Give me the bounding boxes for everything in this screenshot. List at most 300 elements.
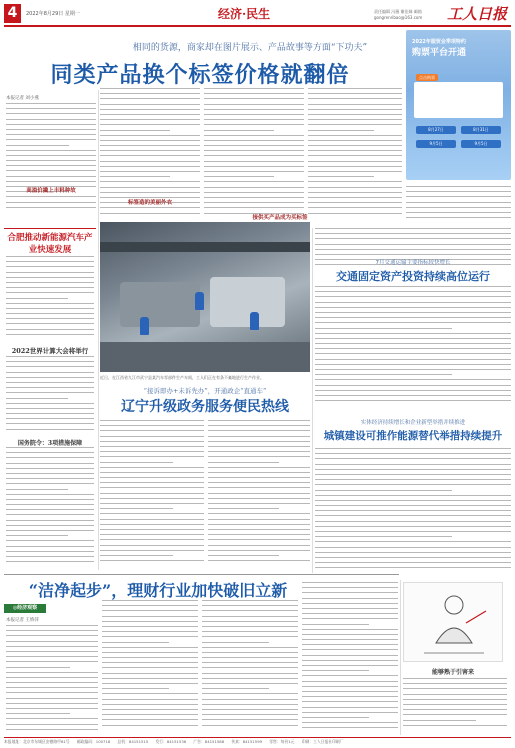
text-line [100, 430, 204, 431]
text-line [100, 503, 204, 504]
masthead [4, 3, 511, 27]
text-line [315, 254, 511, 255]
text-line [204, 119, 304, 120]
text-line [208, 482, 310, 483]
text-line [208, 456, 310, 457]
right-story-1-body [315, 286, 511, 406]
bottom-byline: 本报记者 王娇萍 [6, 618, 39, 623]
text-line [202, 610, 298, 611]
text-line [202, 605, 298, 606]
text-line [102, 652, 198, 653]
ad-date-4: 9月5日 [461, 140, 501, 148]
text-line [6, 447, 94, 448]
text-line [6, 313, 94, 314]
text-line [102, 693, 198, 694]
text-line [315, 479, 511, 480]
text-line [202, 709, 298, 710]
illustration [403, 582, 503, 662]
text-line [6, 145, 69, 146]
text-line [6, 641, 98, 642]
middle-headline: 辽宁升级政务服务便民热线 [121, 399, 289, 415]
text-line [202, 688, 269, 689]
factory-floor [100, 342, 310, 372]
text-line [315, 541, 511, 542]
text-line [315, 458, 511, 459]
text-line [406, 196, 511, 197]
text-line [202, 657, 298, 658]
text-line [204, 140, 304, 141]
text-line [315, 562, 511, 563]
middle-column-2 [208, 420, 310, 570]
text-line [100, 181, 200, 182]
text-line [315, 353, 511, 354]
text-line [315, 322, 511, 323]
text-line [6, 713, 70, 714]
text-line [100, 161, 200, 162]
text-line [308, 130, 374, 131]
text-line [202, 631, 298, 632]
text-line [208, 513, 310, 514]
text-line [315, 500, 511, 501]
text-line [302, 634, 398, 635]
text-line [315, 374, 452, 375]
text-line [102, 667, 198, 668]
text-line [202, 626, 298, 627]
text-line [302, 707, 398, 708]
text-line [6, 196, 96, 197]
text-line [100, 529, 204, 530]
text-line [315, 338, 511, 339]
text-line [6, 540, 94, 541]
text-line [208, 539, 310, 540]
text-line [102, 709, 198, 710]
text-line [315, 244, 511, 245]
text-line [204, 104, 304, 105]
text-line [6, 160, 96, 161]
text-line [308, 202, 402, 203]
text-line [6, 176, 96, 177]
ad-date-1: 8月27日 [416, 126, 456, 134]
text-line [308, 176, 374, 177]
text-line [6, 387, 94, 388]
text-line [100, 436, 204, 437]
text-line [100, 93, 200, 94]
text-line [6, 520, 94, 521]
text-line [100, 124, 200, 125]
text-line [6, 452, 94, 453]
text-line [302, 639, 398, 640]
text-line [100, 472, 204, 473]
text-line [100, 171, 200, 172]
lead-subhead-1: 高溢价撬上丰料种故 [26, 188, 76, 194]
text-line [100, 114, 200, 115]
text-line [102, 626, 198, 627]
text-line [315, 333, 511, 334]
text-line [6, 530, 94, 531]
text-line [315, 249, 511, 250]
text-line [302, 608, 398, 609]
text-line [315, 379, 511, 380]
text-line [308, 119, 402, 120]
text-line [102, 605, 198, 606]
text-line [208, 550, 310, 551]
text-line [315, 238, 511, 239]
text-line [100, 477, 204, 478]
text-line [315, 369, 511, 370]
text-line [208, 430, 310, 431]
footer [4, 737, 511, 745]
text-line [202, 667, 298, 668]
right-story-1-title: 交通固定资产投资持续高位运行 [336, 270, 490, 283]
text-line [6, 556, 94, 557]
text-line [302, 686, 398, 687]
text-line [302, 649, 398, 650]
text-line [100, 109, 200, 110]
text-line [403, 720, 476, 721]
text-line [6, 113, 96, 114]
text-line [204, 176, 274, 177]
lead-subhead-2: 标签造的美丽外衣 [127, 200, 172, 206]
text-line [204, 150, 304, 151]
text-line [102, 610, 198, 611]
text-line [204, 135, 304, 136]
text-line [315, 307, 511, 308]
text-line [202, 683, 298, 684]
text-line [100, 441, 204, 442]
text-line [6, 298, 68, 299]
text-line [315, 526, 511, 527]
text-line [6, 170, 96, 171]
text-line [302, 696, 398, 697]
left-story-3-title: 国务院令：3项措施保障 [17, 440, 83, 447]
text-line [315, 469, 511, 470]
text-line [302, 644, 398, 645]
text-line [100, 534, 204, 535]
left-story-2-body [6, 356, 94, 436]
text-line [202, 652, 298, 653]
text-line [315, 448, 511, 449]
text-line [315, 567, 511, 568]
text-line [315, 286, 511, 287]
text-line [315, 531, 511, 532]
text-line [403, 678, 507, 679]
right-story-2-kicker: 实体经济持续增长和企业新型举措并续推进 [360, 420, 466, 426]
text-line [6, 413, 94, 414]
text-line [302, 592, 398, 593]
text-line [204, 88, 304, 89]
text-line [202, 699, 298, 700]
text-line [204, 109, 304, 110]
text-line [6, 181, 96, 182]
text-line [308, 104, 402, 105]
text-line [6, 103, 96, 104]
text-line [202, 647, 298, 648]
text-line [208, 534, 310, 535]
text-line [102, 673, 198, 674]
ad-buy-button[interactable]: 点击购票 [416, 74, 438, 81]
text-line [302, 587, 398, 588]
text-line [6, 509, 94, 510]
text-line [204, 93, 304, 94]
text-line [6, 635, 98, 636]
text-line [315, 328, 452, 329]
text-line [6, 266, 94, 267]
text-line [6, 277, 94, 278]
lead-column-3 [204, 88, 304, 218]
text-line [204, 192, 304, 193]
text-line [6, 292, 94, 293]
text-line [6, 473, 94, 474]
text-line [100, 104, 200, 105]
lead-subhead-3: 接供买产品成为买标签 [252, 215, 308, 221]
text-line [204, 98, 304, 99]
text-line [6, 551, 94, 552]
text-line [406, 202, 511, 203]
text-line [204, 171, 304, 172]
text-line [315, 233, 511, 234]
text-line [6, 489, 68, 490]
text-line [6, 729, 98, 730]
text-line [6, 708, 98, 709]
text-line [315, 228, 511, 229]
text-line [6, 646, 98, 647]
text-line [208, 560, 310, 561]
text-line [6, 382, 94, 383]
text-line [6, 323, 94, 324]
text-line [6, 165, 96, 166]
text-line [6, 463, 94, 464]
text-line [102, 647, 198, 648]
editor-credits: 责任编辑 冯薇 谢佳娣 邮箱 gongrenribao@163.com [374, 9, 423, 20]
text-line [100, 145, 200, 146]
text-line [6, 272, 94, 273]
text-line [315, 302, 511, 303]
text-line [100, 467, 204, 468]
text-line [403, 709, 507, 710]
text-line [100, 550, 204, 551]
text-line [6, 418, 94, 419]
text-line [6, 361, 94, 362]
text-line [308, 192, 402, 193]
text-line [302, 670, 369, 671]
illustration-drawing [404, 583, 504, 663]
text-line [100, 192, 200, 193]
text-line [315, 364, 511, 365]
text-line [308, 155, 402, 156]
text-line [6, 535, 68, 536]
text-line [208, 555, 279, 556]
text-line [6, 202, 96, 203]
middle-kicker: “接诉即办+未诉先办”，开通政企“直通车” [143, 387, 267, 395]
text-line [202, 704, 298, 705]
text-line [100, 493, 204, 494]
text-line [315, 296, 511, 297]
text-line [403, 725, 507, 726]
text-line [315, 484, 511, 485]
text-line [6, 546, 94, 547]
text-line [202, 636, 298, 637]
dateline: 2022年8月29日 星期一 [26, 11, 80, 17]
text-line [204, 130, 274, 131]
text-line [100, 119, 200, 120]
text-line [406, 217, 511, 218]
text-line [302, 701, 398, 702]
text-line [315, 510, 511, 511]
text-line [308, 88, 402, 89]
text-line [100, 135, 200, 136]
text-line [308, 93, 402, 94]
text-line [6, 308, 94, 309]
text-line [6, 667, 70, 668]
text-line [302, 665, 398, 666]
text-line [6, 630, 98, 631]
bottom-headline: “洁净起步”，理财行业加快破旧立新 [28, 581, 288, 600]
text-line [403, 699, 507, 700]
text-line [204, 166, 304, 167]
text-line [406, 212, 511, 213]
text-line [302, 681, 398, 682]
right-story-2-body [315, 448, 511, 576]
text-line [100, 451, 204, 452]
text-line [308, 161, 402, 162]
text-line [406, 191, 511, 192]
text-line [6, 625, 98, 626]
text-line [100, 462, 173, 463]
text-line [102, 719, 198, 720]
text-line [208, 451, 310, 452]
text-line [302, 655, 398, 656]
text-line [6, 261, 94, 262]
text-line [315, 557, 511, 558]
text-line [315, 464, 511, 465]
text-line [100, 545, 204, 546]
illustration-text [403, 678, 507, 733]
text-line [100, 482, 204, 483]
ad-date-2: 8月31日 [461, 126, 501, 134]
text-line [308, 181, 402, 182]
footer-item: 发行：84151536 [155, 739, 187, 744]
lead-column-4 [308, 88, 402, 223]
text-line [6, 682, 98, 683]
text-line [100, 524, 204, 525]
text-line [100, 130, 170, 131]
text-line [308, 166, 402, 167]
text-line [6, 398, 68, 399]
text-line [6, 377, 94, 378]
text-line [202, 600, 298, 601]
text-line [6, 525, 94, 526]
text-line [6, 483, 94, 484]
text-line [6, 256, 94, 257]
text-line [6, 724, 98, 725]
lead-column-1 [6, 103, 96, 213]
text-line [202, 662, 298, 663]
text-line [302, 717, 369, 718]
text-line [6, 129, 96, 130]
text-line [406, 186, 511, 187]
text-line [100, 456, 204, 457]
text-line [315, 390, 511, 391]
text-line [315, 348, 511, 349]
left-story-1-title: 合肥推动新能源汽车产业快速发展 [7, 233, 93, 255]
ad-caption-text [406, 186, 511, 226]
text-line [6, 318, 94, 319]
text-line [6, 478, 94, 479]
text-line [6, 429, 94, 430]
text-line [102, 621, 198, 622]
worker-figure [250, 312, 259, 330]
text-line [6, 692, 98, 693]
text-line [403, 704, 507, 705]
text-line [102, 683, 198, 684]
text-line [6, 139, 96, 140]
text-line [102, 657, 198, 658]
car-body [120, 282, 200, 327]
text-line [208, 493, 310, 494]
text-line [6, 661, 98, 662]
text-line [6, 150, 96, 151]
footer-item: 本报地址：北京市东城区安德路甲61号 [4, 739, 70, 744]
text-line [6, 698, 98, 699]
text-line [315, 515, 511, 516]
right-story-2-title: 城镇建设可推作能源替代举措持续提升 [323, 430, 503, 442]
right-story-1-kicker: 7月交通运输主要指标较快增长 [375, 260, 451, 266]
text-line [308, 135, 402, 136]
text-line [6, 499, 94, 500]
text-line [6, 494, 94, 495]
factory-photo [100, 222, 310, 372]
text-line [204, 197, 304, 198]
text-line [208, 498, 310, 499]
text-line [6, 677, 98, 678]
footer-item: 邮政编码：100718 [76, 739, 111, 744]
ad-header: 2022年服贸会季项特约 [412, 39, 466, 45]
text-line [308, 187, 402, 188]
text-line [102, 714, 198, 715]
text-line [100, 425, 204, 426]
left-story-1-body [6, 256, 94, 344]
text-line [315, 453, 511, 454]
text-line [302, 624, 369, 625]
text-line [302, 603, 398, 604]
text-line [6, 457, 94, 458]
text-line [100, 513, 204, 514]
text-line [6, 408, 94, 409]
text-line [100, 88, 200, 89]
text-line [6, 672, 98, 673]
text-line [308, 150, 402, 151]
middle-column-1 [100, 420, 204, 570]
promo-advertisement[interactable] [406, 30, 511, 180]
text-line [302, 598, 398, 599]
column-rule [400, 580, 401, 735]
text-line [208, 487, 310, 488]
bottom-column-1 [6, 625, 98, 735]
text-line [6, 366, 94, 367]
text-line [6, 468, 94, 469]
text-line [315, 317, 511, 318]
footer-item: 总机：84151515 [117, 739, 149, 744]
text-line [6, 504, 94, 505]
text-line [100, 187, 200, 188]
bottom-column-3 [202, 600, 298, 735]
conveyor-beam [100, 242, 310, 252]
left-story-2-title: 2022世界计算大会将举行 [11, 347, 89, 355]
text-line [6, 155, 96, 156]
text-line [102, 662, 198, 663]
text-line [208, 420, 310, 421]
text-line [202, 725, 298, 726]
